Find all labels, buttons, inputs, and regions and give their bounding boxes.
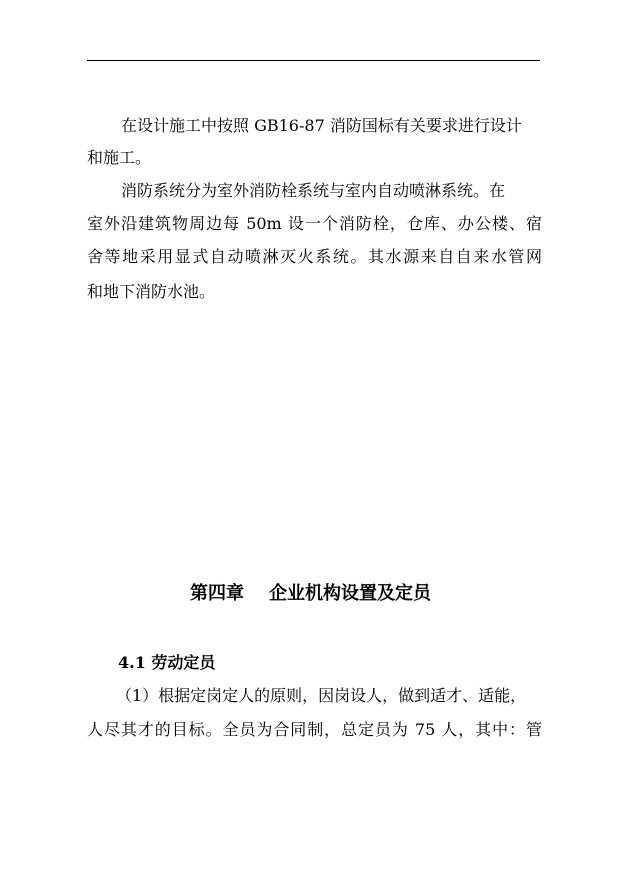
paragraph-1-line-2: 和施工。	[87, 148, 152, 167]
paragraph-2-line-4: 和地下消防水池。	[87, 282, 216, 301]
paragraph-2-line-1: 消防系统分为室外消防栓系统与室内自动喷淋系统。在	[121, 181, 506, 200]
paragraph-2-line-3: 舍等地采用显式自动喷淋灭火系统。其水源来自自来水管网	[87, 247, 542, 266]
paragraph-1-line-1: 在设计施工中按照 GB16-87 消防国标有关要求进行设计	[121, 116, 522, 135]
section-line-2: 人尽其才的目标。全员为合同制，总定员为 75 人，其中：管	[87, 720, 542, 739]
paragraph-2-line-2: 室外沿建筑物周边每 50m 设一个消防栓，仓库、办公楼、宿	[87, 214, 542, 233]
chapter-title: 第四章 企业机构设置及定员	[189, 583, 432, 604]
section-heading: 4.1 劳动定员	[118, 653, 216, 672]
header-rule	[87, 60, 540, 61]
section-line-1: （1）根据定岗定人的原则，因岗设人，做到适才、适能，	[116, 686, 527, 705]
